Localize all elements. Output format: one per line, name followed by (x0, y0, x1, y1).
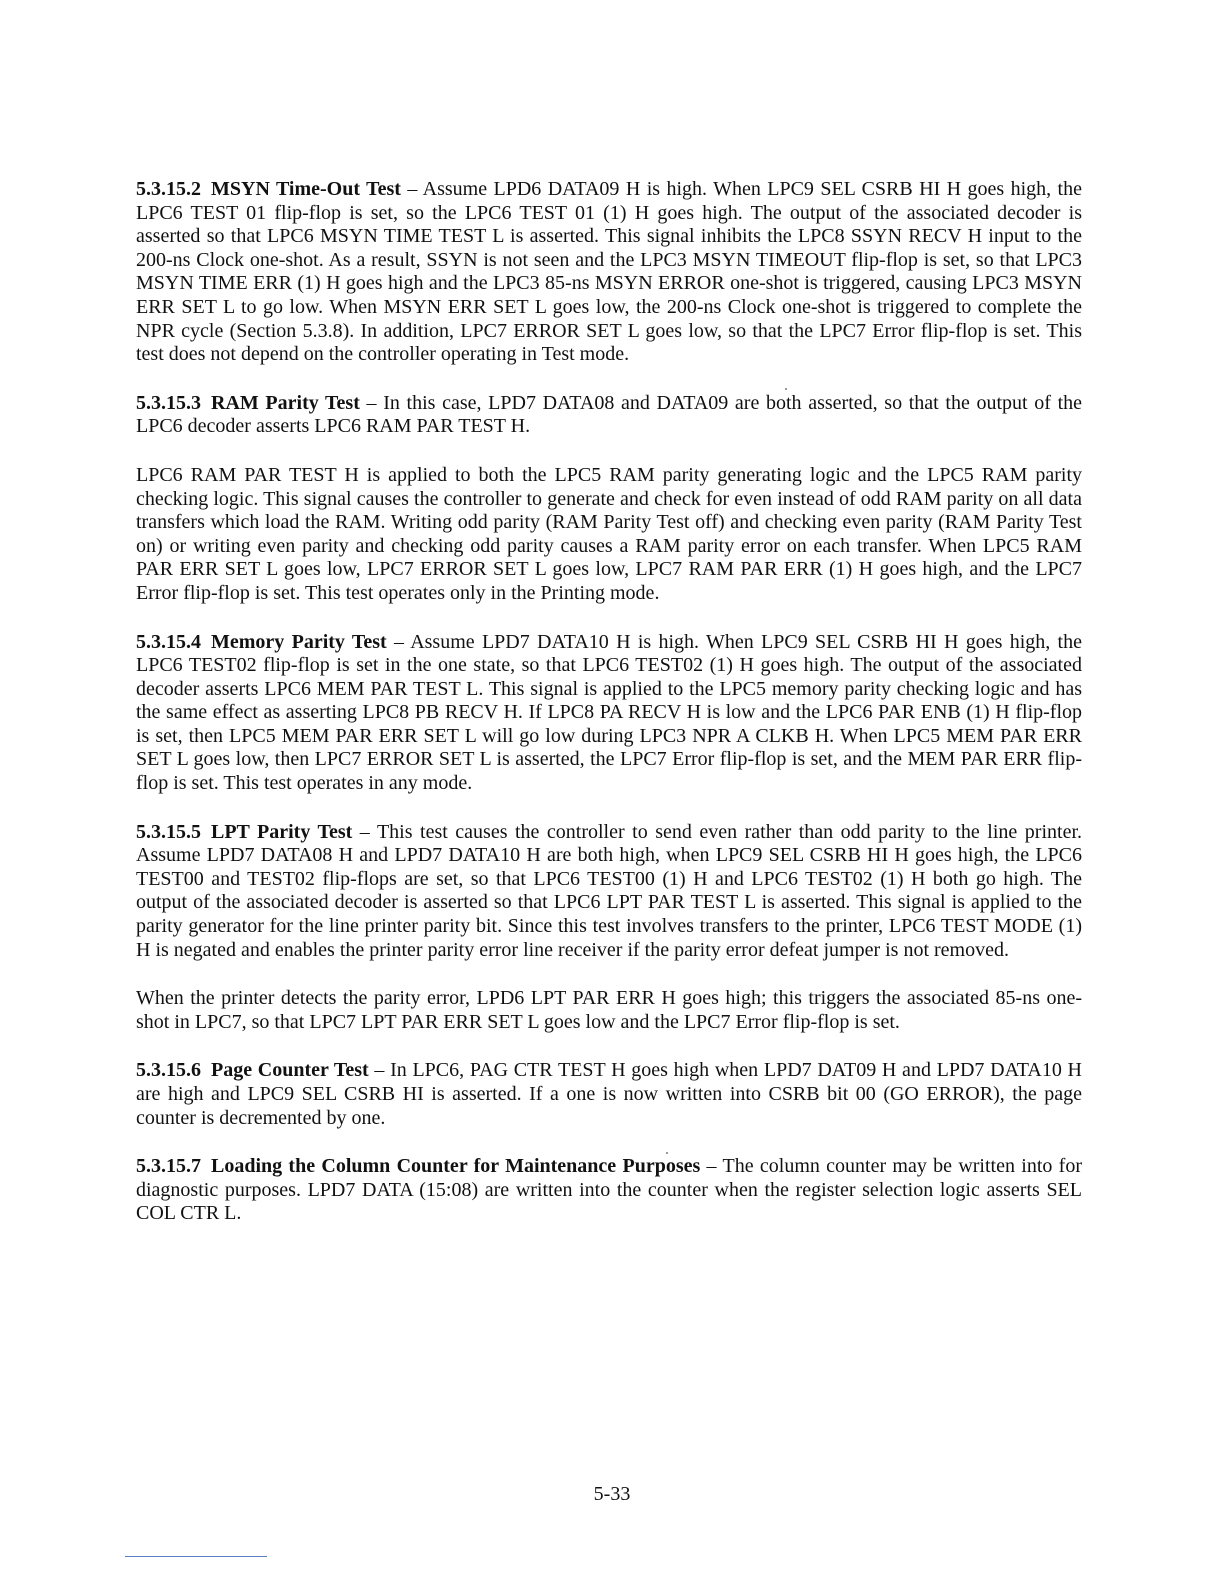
section-text: When the printer detects the parity error, LPD6 LPT PAR ERR H goes high; this triggers the associated 85-ns one-shot in LPC7, so that LPC7 LPT PAR ERR SET L goes low and the LPC7 Error flip-flop is set. (136, 987, 1082, 1033)
section-heading: RAM Parity Test (211, 391, 360, 414)
document-body (136, 178, 1082, 1251)
section-number: 5.3.15.4 (136, 630, 201, 653)
section-5-3-15-2 (136, 178, 1082, 367)
section-text: The column counter may be written into for diagnostic purposes. LPD7 DATA (15:08) are written into the counter when the register selection logic asserts SEL COL CTR L. (136, 1155, 1082, 1225)
section-number: 5.3.15.3 (136, 391, 201, 414)
section-number: 5.3.15.5 (136, 820, 201, 843)
section-5-3-15-7 (136, 1155, 1082, 1226)
section-heading: Loading the Column Counter for Maintenance Purposes (211, 1155, 701, 1178)
section-5-3-15-3 (136, 392, 1082, 439)
section-text: In this case, LPD7 DATA08 and DATA09 are both asserted, so that the output of the LPC6 decoder asserts LPC6 RAM PAR TEST H. (136, 391, 1083, 438)
section-5-3-15-6 (136, 1059, 1082, 1130)
section-heading: MSYN Time-Out Test (211, 178, 401, 200)
section-number: 5.3.15.7 (136, 1155, 201, 1178)
section-5-3-15-5 (136, 821, 1082, 963)
heading-separator: – (386, 630, 411, 653)
heading-separator: – (700, 1155, 723, 1178)
heading-separator: – (359, 391, 384, 414)
section-text: Assume LPD6 DATA09 H is high. When LPC9 SEL CSRB HI H goes high, the LPC6 TEST 01 flip-flop is set, so the LPC6 TEST 01 (1) H goes high. The output of the associated decoder is asserted so that LPC6 MSYN TIME TEST L is asserted. This signal inhibits the LPC8 SSYN RECV H input to the 200-ns Clock one-shot. As a result, SSYN is not seen and the LPC3 MSYN TIMEOUT flip-flop is set, so that LPC3 MSYN TIME ERR (1) H goes high and the LPC3 85-ns MSYN ERROR one-shot is triggered, causing LPC3 MSYN ERR SET L to go low. When MSYN ERR SET L goes low, the 200-ns Clock one-shot is triggered to complete the NPR cycle (Section 5.3.8). In addition, LPC7 ERROR SET L goes low, so that the LPC7 Error flip-flop is set. This test does not depend on the controller operating in Test mode. (136, 178, 1082, 366)
section-5-3-15-4 (136, 631, 1082, 796)
heading-separator: – (352, 820, 377, 843)
scan-artifact-rule (125, 1556, 267, 1557)
section-number: 5.3.15.2 (136, 178, 201, 200)
section-text: Assume LPD7 DATA10 H is high. When LPC9 SEL CSRB HI H goes high, the LPC6 TEST02 flip-flop is set in the one state, so that LPC6 TEST02 (1) H goes high. The output of the associated decoder asserts LPC6 MEM PAR TEST L. This signal is applied to the LPC5 memory parity checking logic and has the same effect as asserting LPC8 PB RECV H. If LPC8 PA RECV H is low and the LPC6 PAR ENB (1) H flip-flop is set, then LPC5 MEM PAR ERR SET L will go low during LPC3 NPR A CLKB H. When LPC5 MEM PAR ERR SET L goes low, then LPC7 ERROR SET L is asserted, the LPC7 Error flip-flop is set, and the MEM PAR ERR flip-flop is set. This test operates in any mode. (136, 630, 1082, 795)
section-text: This test causes the controller to send even rather than odd parity to the line printer. Assume LPD7 DATA08 H and LPD7 DATA10 H are both high, when LPC9 SEL CSRB HI H goes high, the LPC6 TEST00 and TEST02 flip-flops are set, so that LPC6 TEST00 (1) H and LPC6 TEST02 (1) H both go high. The output of the associated decoder is asserted so that LPC6 LPT PAR TEST L is asserted. This signal is applied to the parity generator for the line printer parity bit. Since this test involves transfers to the printer, LPC6 TEST MODE (1) H is negated and enables the printer parity error line receiver if the parity error defeat jumper is not removed. (136, 820, 1083, 961)
heading-separator: – (400, 178, 423, 200)
paragraph-ram-parity-detail (136, 464, 1082, 606)
page-number: 5-33 (593, 1483, 631, 1505)
section-heading: LPT Parity Test (211, 820, 353, 843)
section-number: 5.3.15.6 (136, 1059, 201, 1082)
paragraph-lpt-parity-detail (136, 987, 1082, 1034)
section-heading: Page Counter Test (211, 1059, 369, 1082)
section-text: In LPC6, PAG CTR TEST H goes high when LPD7 DAT09 H and LPD7 DATA10 H are high and LPC9 SEL CSRB HI is asserted. If a one is now written into CSRB bit 00 (GO ERROR), the page counter is decremented by one. (136, 1059, 1082, 1129)
section-heading: Memory Parity Test (211, 630, 387, 653)
section-text: LPC6 RAM PAR TEST H is applied to both the LPC5 RAM parity generating logic and the LPC5 RAM parity checking logic. This signal causes the controller to generate and check for even instead of odd RAM parity on all data transfers which load the RAM. Writing odd parity (RAM Parity Test off) and checking even parity (RAM Parity Test on) or writing even parity and checking odd parity causes a RAM parity error on each transfer. When LPC5 RAM PAR ERR SET L goes low, LPC7 ERROR SET L goes low, LPC7 RAM PAR ERR (1) H goes high, and the LPC7 Error flip-flop is set. This test operates only in the Printing mode. (136, 463, 1082, 604)
scan-artifact-speck (666, 1152, 668, 1154)
scan-artifact-speck (785, 388, 787, 390)
heading-separator: – (368, 1059, 391, 1082)
